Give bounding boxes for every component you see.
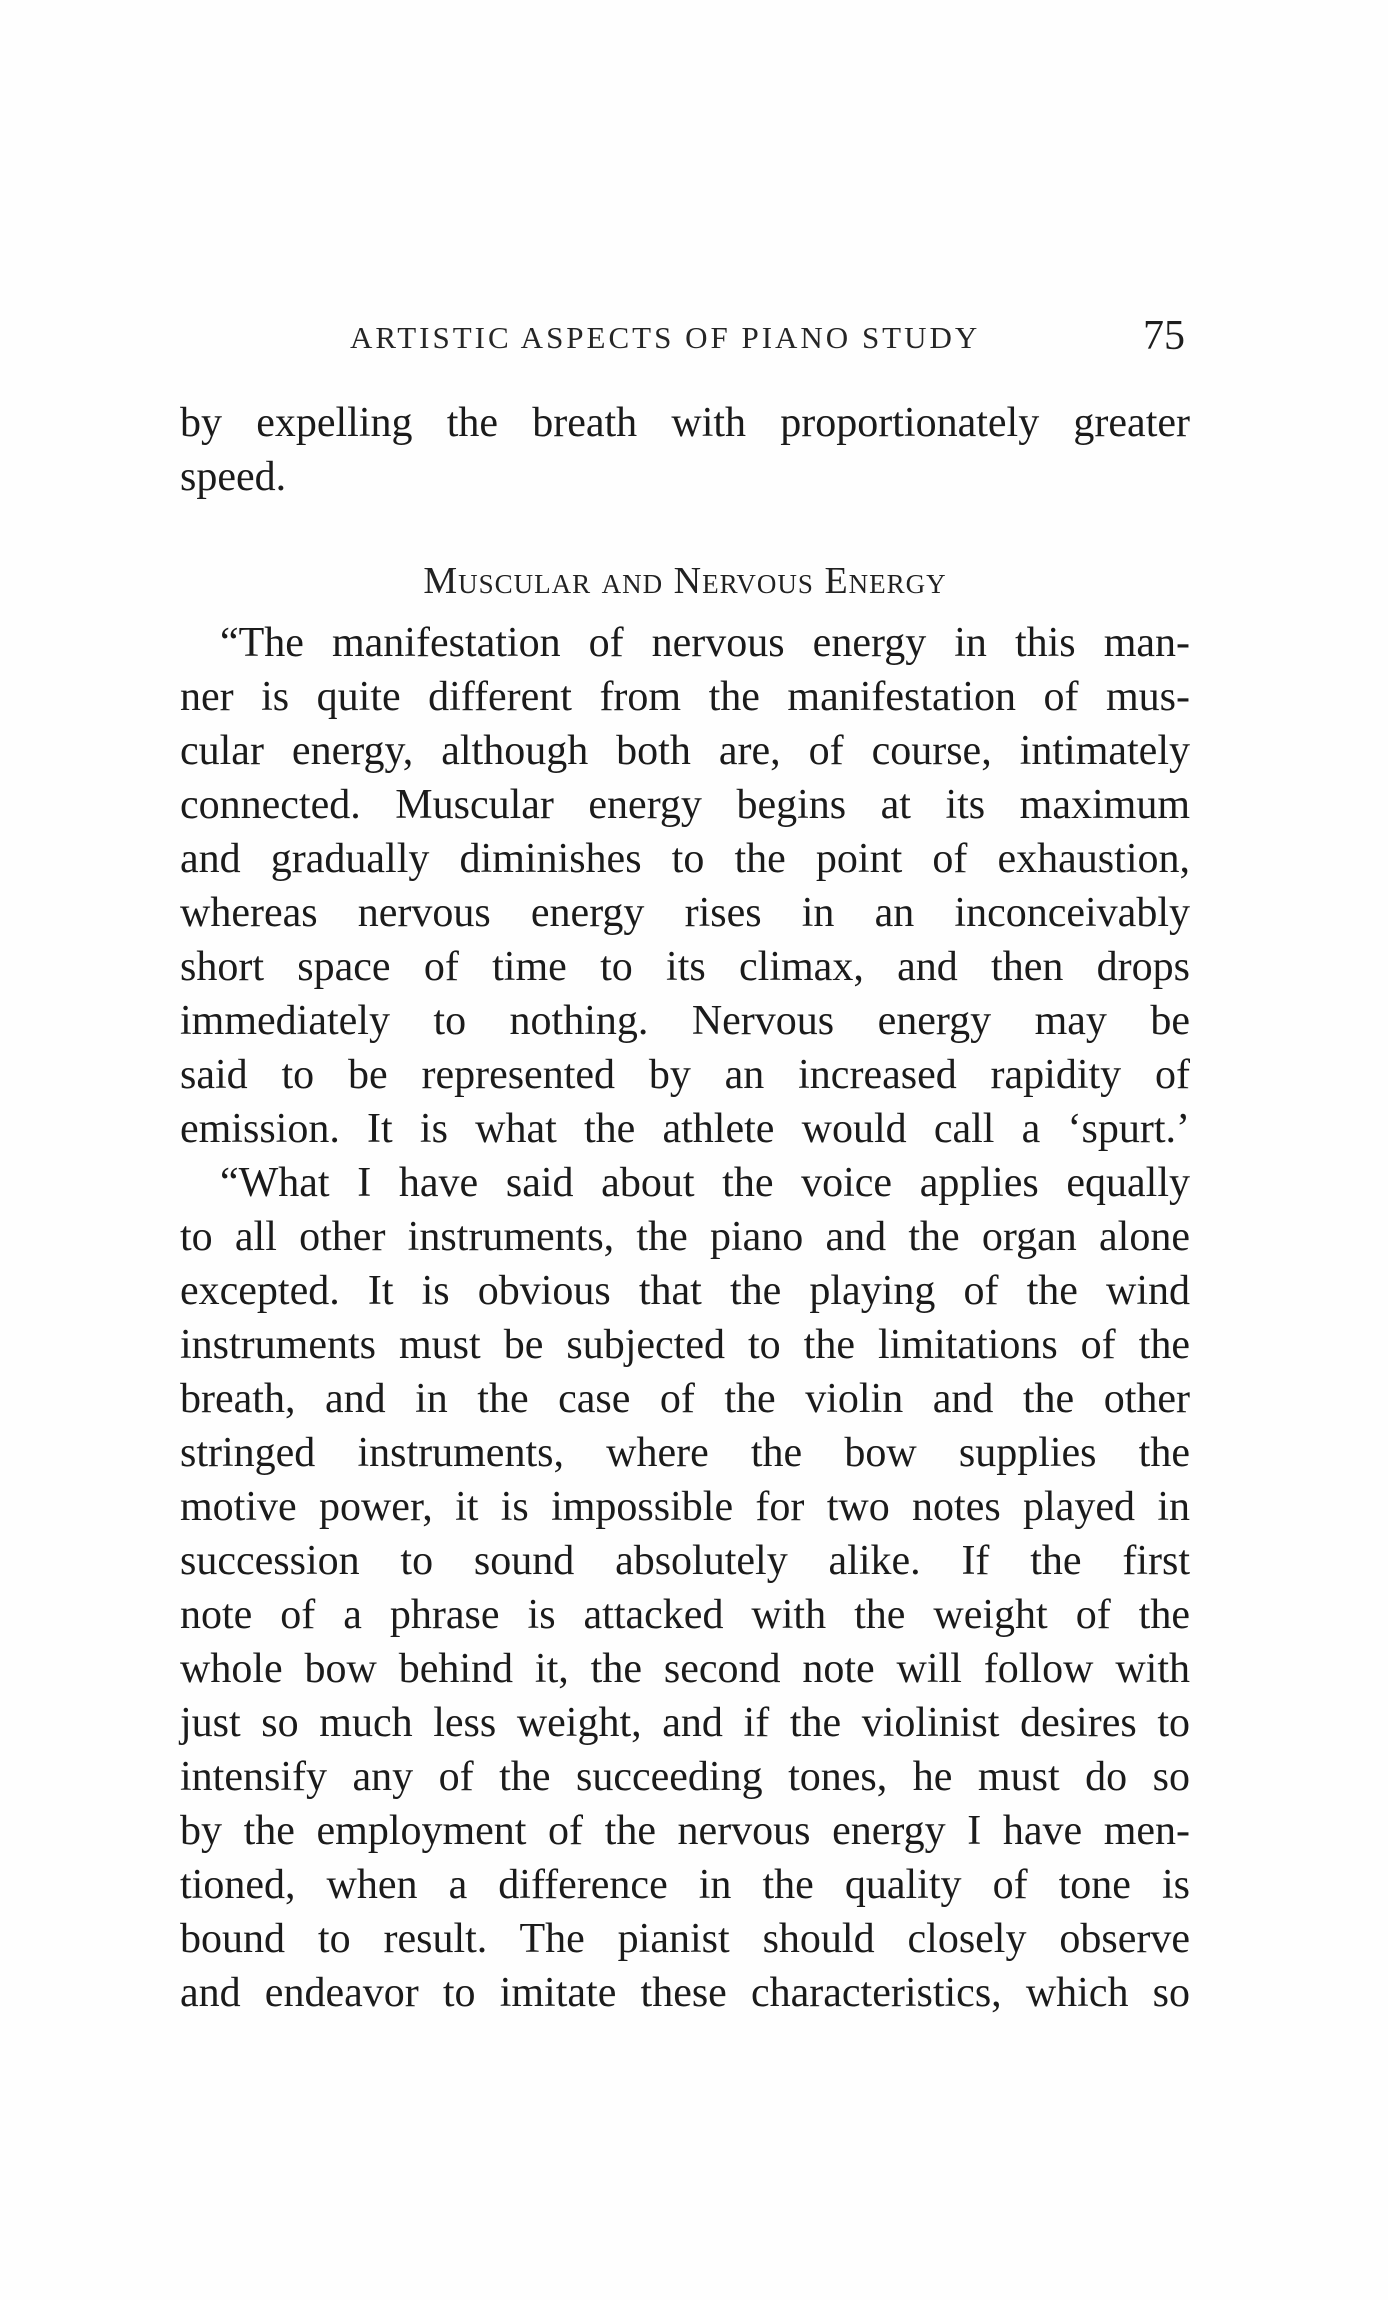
text-line: “The manifestation of nervous energy in this man-	[220, 620, 1190, 666]
text-line: “What I have said about the voice applies equally	[220, 1160, 1190, 1206]
text-line: whereas nervous energy rises in an inconceivably	[180, 890, 1190, 936]
text-line: cular energy, although both are, of course, intimately	[180, 728, 1190, 774]
running-header	[180, 312, 1185, 372]
running-title: ARTISTIC ASPECTS OF PIANO STUDY	[350, 320, 981, 355]
section-heading: Muscular and Nervous Energy	[423, 560, 947, 602]
text-line: emission. It is what the athlete would call a ‘spurt.’	[180, 1106, 1190, 1152]
text-line: note of a phrase is attacked with the weight of the	[180, 1592, 1190, 1638]
text-line: motive power, it is impossible for two notes played in	[180, 1484, 1190, 1530]
text-line: speed.	[180, 454, 287, 500]
text-line: just so much less weight, and if the violinist desires to	[180, 1700, 1190, 1746]
text-line: breath, and in the case of the violin and the other	[180, 1376, 1190, 1422]
text-line: and gradually diminishes to the point of exhaustion,	[180, 836, 1190, 882]
text-line: whole bow behind it, the second note will follow with	[180, 1646, 1190, 1692]
text-line: bound to result. The pianist should closely observe	[180, 1916, 1190, 1962]
page-number: 75	[1143, 313, 1185, 359]
text-line: short space of time to its climax, and then drops	[180, 944, 1190, 990]
text-line: said to be represented by an increased rapidity of	[180, 1052, 1190, 1098]
text-line: succession to sound absolutely alike. If the first	[180, 1538, 1190, 1584]
text-line: immediately to nothing. Nervous energy may be	[180, 998, 1190, 1044]
text-line: tioned, when a difference in the quality of tone is	[180, 1862, 1190, 1908]
text-line: by expelling the breath with proportionately greater	[180, 400, 1190, 446]
text-line: stringed instruments, where the bow supplies the	[180, 1430, 1190, 1476]
text-line: to all other instruments, the piano and the organ alone	[180, 1214, 1190, 1260]
text-line: intensify any of the succeeding tones, he must do so	[180, 1754, 1190, 1800]
text-line: excepted. It is obvious that the playing of the wind	[180, 1268, 1190, 1314]
text-line: instruments must be subjected to the limitations of the	[180, 1322, 1190, 1368]
text-line: by the employment of the nervous energy I have men-	[180, 1808, 1190, 1854]
text-line: and endeavor to imitate these characteristics, which so	[180, 1970, 1190, 2016]
text-line: ner is quite different from the manifestation of mus-	[180, 674, 1190, 720]
lead-paragraph	[180, 396, 1190, 504]
body-text	[180, 616, 1190, 2020]
text-line: connected. Muscular energy begins at its maximum	[180, 782, 1190, 828]
